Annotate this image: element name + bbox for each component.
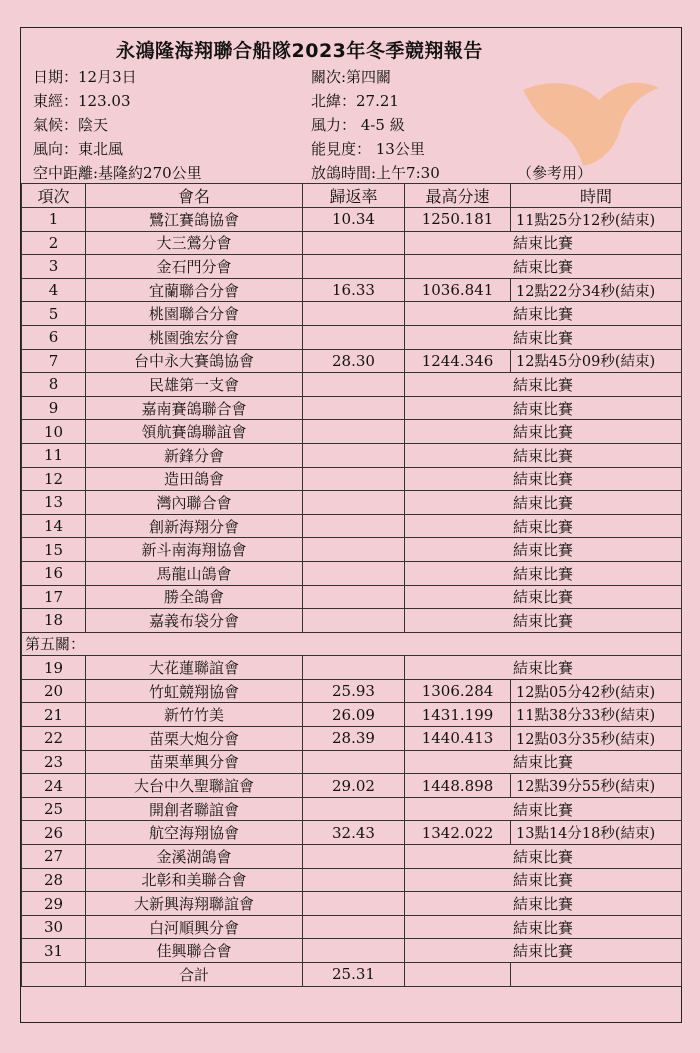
section-row [22, 632, 682, 656]
table-row [22, 443, 682, 467]
total-row [22, 963, 682, 987]
race-ended-note: 結束比賽 [405, 467, 682, 491]
return-rate [303, 420, 405, 444]
return-rate [303, 915, 405, 939]
table-row [22, 585, 682, 609]
club-name: 鷺江賽鴿協會 [86, 208, 303, 232]
latitude-label: 北緯：27.21 [311, 92, 399, 110]
item-number: 8 [22, 373, 86, 397]
top-speed: 1250.181 [405, 208, 511, 232]
table-row [22, 774, 682, 798]
club-name: 勝全鴿會 [86, 585, 303, 609]
club-name: 桃園強宏分會 [86, 325, 303, 349]
table-row [22, 373, 682, 397]
race-ended-note: 結束比賽 [405, 750, 682, 774]
date-label: 日期：12月3日 [33, 68, 137, 86]
return-rate [303, 538, 405, 562]
table-row [22, 420, 682, 444]
top-speed: 1342.022 [405, 821, 511, 845]
table-row [22, 892, 682, 916]
table-row [22, 656, 682, 680]
table-row [22, 750, 682, 774]
reference-note: （參考用） [517, 164, 593, 182]
table-row [22, 302, 682, 326]
club-name: 新鋒分會 [86, 443, 303, 467]
race-ended-note: 結束比賽 [405, 892, 682, 916]
return-rate [303, 939, 405, 963]
return-rate [303, 750, 405, 774]
table-row [22, 868, 682, 892]
arrival-time: 11點38分33秒(結束) [511, 703, 682, 727]
race-ended-note: 結束比賽 [405, 868, 682, 892]
return-rate: 29.02 [303, 774, 405, 798]
club-name: 白河順興分會 [86, 915, 303, 939]
return-rate: 26.09 [303, 703, 405, 727]
club-name: 造田鴿會 [86, 467, 303, 491]
item-number: 21 [22, 703, 86, 727]
header-item-no: 項次 [22, 184, 86, 208]
item-number: 23 [22, 750, 86, 774]
section-divider [22, 632, 682, 656]
report-title: 永鴻隆海翔聯合船隊2023年冬季競翔報告 [116, 40, 483, 62]
race-ended-note: 結束比賽 [405, 514, 682, 538]
item-number: 22 [22, 727, 86, 751]
club-name: 台中永大賽鴿協會 [86, 349, 303, 373]
return-rate: 16.33 [303, 278, 405, 302]
item-number: 26 [22, 821, 86, 845]
table-row [22, 703, 682, 727]
return-rate [303, 231, 405, 255]
wind-force-label: 風力： 4-5 級 [311, 116, 405, 134]
arrival-time: 13點14分18秒(結束) [511, 821, 682, 845]
top-speed: 1440.413 [405, 727, 511, 751]
return-rate [303, 373, 405, 397]
table-row [22, 845, 682, 869]
release-time-label: 放鴿時間:上午7:30 [311, 164, 440, 182]
total-empty-cell [22, 963, 86, 987]
item-number: 11 [22, 443, 86, 467]
return-rate [303, 656, 405, 680]
table-row [22, 255, 682, 279]
arrival-time: 12點22分34秒(結束) [511, 278, 682, 302]
total-rate: 25.31 [303, 963, 405, 987]
return-rate: 25.93 [303, 679, 405, 703]
club-name: 宜蘭聯合分會 [86, 278, 303, 302]
item-number: 29 [22, 892, 86, 916]
return-rate [303, 396, 405, 420]
return-rate: 10.34 [303, 208, 405, 232]
club-name: 佳興聯合會 [86, 939, 303, 963]
race-ended-note: 結束比賽 [405, 491, 682, 515]
race-ended-note: 結束比賽 [405, 538, 682, 562]
club-name: 新竹竹美 [86, 703, 303, 727]
visibility-label: 能見度： 13公里 [311, 140, 425, 158]
club-name: 馬龍山鴿會 [86, 561, 303, 585]
table-row [22, 538, 682, 562]
wind-direction-label: 風向：東北風 [33, 140, 124, 158]
item-number: 2 [22, 231, 86, 255]
return-rate [303, 514, 405, 538]
club-name: 灣內聯合會 [86, 491, 303, 515]
item-number: 20 [22, 679, 86, 703]
club-name: 大三鶯分會 [86, 231, 303, 255]
club-name: 竹虹競翔協會 [86, 679, 303, 703]
top-speed: 1244.346 [405, 349, 511, 373]
race-ended-note: 結束比賽 [405, 325, 682, 349]
race-ended-note: 結束比賽 [405, 420, 682, 444]
item-number: 7 [22, 349, 86, 373]
arrival-time: 12點45分09秒(結束) [511, 349, 682, 373]
return-rate [303, 845, 405, 869]
results-part-two [22, 656, 682, 963]
weather-label: 氣候：陰天 [33, 116, 109, 134]
item-number: 18 [22, 609, 86, 633]
race-label: 關次:第四關 [311, 68, 392, 86]
return-rate: 32.43 [303, 821, 405, 845]
club-name: 苗栗華興分會 [86, 750, 303, 774]
club-name: 民雄第一支會 [86, 373, 303, 397]
arrival-time: 11點25分12秒(結束) [511, 208, 682, 232]
table-row [22, 727, 682, 751]
header-return-rate: 歸返率 [303, 184, 405, 208]
table-row [22, 467, 682, 491]
header-time: 時間 [511, 184, 682, 208]
item-number: 12 [22, 467, 86, 491]
club-name: 嘉義布袋分會 [86, 609, 303, 633]
item-number: 17 [22, 585, 86, 609]
top-speed: 1306.284 [405, 679, 511, 703]
arrival-time: 12點39分55秒(結束) [511, 774, 682, 798]
total-label: 合計 [86, 963, 303, 987]
item-number: 15 [22, 538, 86, 562]
return-rate [303, 443, 405, 467]
section-label: 第五關： [22, 632, 682, 656]
item-number: 14 [22, 514, 86, 538]
item-number: 10 [22, 420, 86, 444]
race-ended-note: 結束比賽 [405, 561, 682, 585]
total-empty-cell [511, 963, 682, 987]
results-table [21, 183, 682, 987]
table-row [22, 679, 682, 703]
club-name: 嘉南賽鴿聯合會 [86, 396, 303, 420]
table-row [22, 491, 682, 515]
table-row [22, 939, 682, 963]
item-number: 4 [22, 278, 86, 302]
longitude-label: 東經：123.03 [33, 92, 131, 110]
return-rate [303, 561, 405, 585]
return-rate [303, 255, 405, 279]
table-row [22, 278, 682, 302]
item-number: 9 [22, 396, 86, 420]
return-rate [303, 491, 405, 515]
distance-label: 空中距離:基隆約270公里 [33, 164, 202, 182]
club-name: 大台中久聖聯誼會 [86, 774, 303, 798]
table-row [22, 915, 682, 939]
return-rate: 28.39 [303, 727, 405, 751]
club-name: 創新海翔分會 [86, 514, 303, 538]
race-ended-note: 結束比賽 [405, 915, 682, 939]
club-name: 金溪湖鴿會 [86, 845, 303, 869]
club-name: 北彰和美聯合會 [86, 868, 303, 892]
item-number: 13 [22, 491, 86, 515]
table-row [22, 325, 682, 349]
header-top-speed: 最高分速 [405, 184, 511, 208]
table-row [22, 561, 682, 585]
item-number: 6 [22, 325, 86, 349]
total-empty-cell [405, 963, 511, 987]
item-number: 31 [22, 939, 86, 963]
item-number: 1 [22, 208, 86, 232]
item-number: 19 [22, 656, 86, 680]
return-rate [303, 609, 405, 633]
club-name: 航空海翔協會 [86, 821, 303, 845]
dove-logo-icon [521, 68, 661, 168]
club-name: 大花蓮聯誼會 [86, 656, 303, 680]
race-ended-note: 結束比賽 [405, 443, 682, 467]
return-rate [303, 325, 405, 349]
table-row [22, 349, 682, 373]
return-rate: 28.30 [303, 349, 405, 373]
race-ended-note: 結束比賽 [405, 585, 682, 609]
race-ended-note: 結束比賽 [405, 396, 682, 420]
return-rate [303, 892, 405, 916]
item-number: 3 [22, 255, 86, 279]
club-name: 開創者聯誼會 [86, 797, 303, 821]
report-sheet [20, 27, 682, 1023]
header-club-name: 會名 [86, 184, 303, 208]
item-number: 28 [22, 868, 86, 892]
return-rate [303, 467, 405, 491]
table-row [22, 396, 682, 420]
table-row [22, 231, 682, 255]
club-name: 領航賽鴿聯誼會 [86, 420, 303, 444]
top-speed: 1431.199 [405, 703, 511, 727]
race-ended-note: 結束比賽 [405, 302, 682, 326]
race-ended-note: 結束比賽 [405, 231, 682, 255]
item-number: 30 [22, 915, 86, 939]
total-section [22, 963, 682, 987]
race-ended-note: 結束比賽 [405, 656, 682, 680]
item-number: 27 [22, 845, 86, 869]
race-ended-note: 結束比賽 [405, 373, 682, 397]
club-name: 苗栗大炮分會 [86, 727, 303, 751]
item-number: 16 [22, 561, 86, 585]
table-row [22, 514, 682, 538]
table-row [22, 821, 682, 845]
item-number: 5 [22, 302, 86, 326]
club-name: 金石門分會 [86, 255, 303, 279]
race-ended-note: 結束比賽 [405, 939, 682, 963]
return-rate [303, 797, 405, 821]
race-ended-note: 結束比賽 [405, 609, 682, 633]
return-rate [303, 302, 405, 326]
club-name: 桃園聯合分會 [86, 302, 303, 326]
item-number: 25 [22, 797, 86, 821]
item-number: 24 [22, 774, 86, 798]
table-row [22, 609, 682, 633]
club-name: 大新興海翔聯誼會 [86, 892, 303, 916]
club-name: 新斗南海翔協會 [86, 538, 303, 562]
race-ended-note: 結束比賽 [405, 845, 682, 869]
race-ended-note: 結束比賽 [405, 255, 682, 279]
return-rate [303, 585, 405, 609]
top-speed: 1448.898 [405, 774, 511, 798]
table-row [22, 208, 682, 232]
table-row [22, 797, 682, 821]
return-rate [303, 868, 405, 892]
top-speed: 1036.841 [405, 278, 511, 302]
arrival-time: 12點05分42秒(結束) [511, 679, 682, 703]
results-part-one [22, 208, 682, 633]
race-ended-note: 結束比賽 [405, 797, 682, 821]
table-header-row [22, 184, 682, 208]
arrival-time: 12點03分35秒(結束) [511, 727, 682, 751]
